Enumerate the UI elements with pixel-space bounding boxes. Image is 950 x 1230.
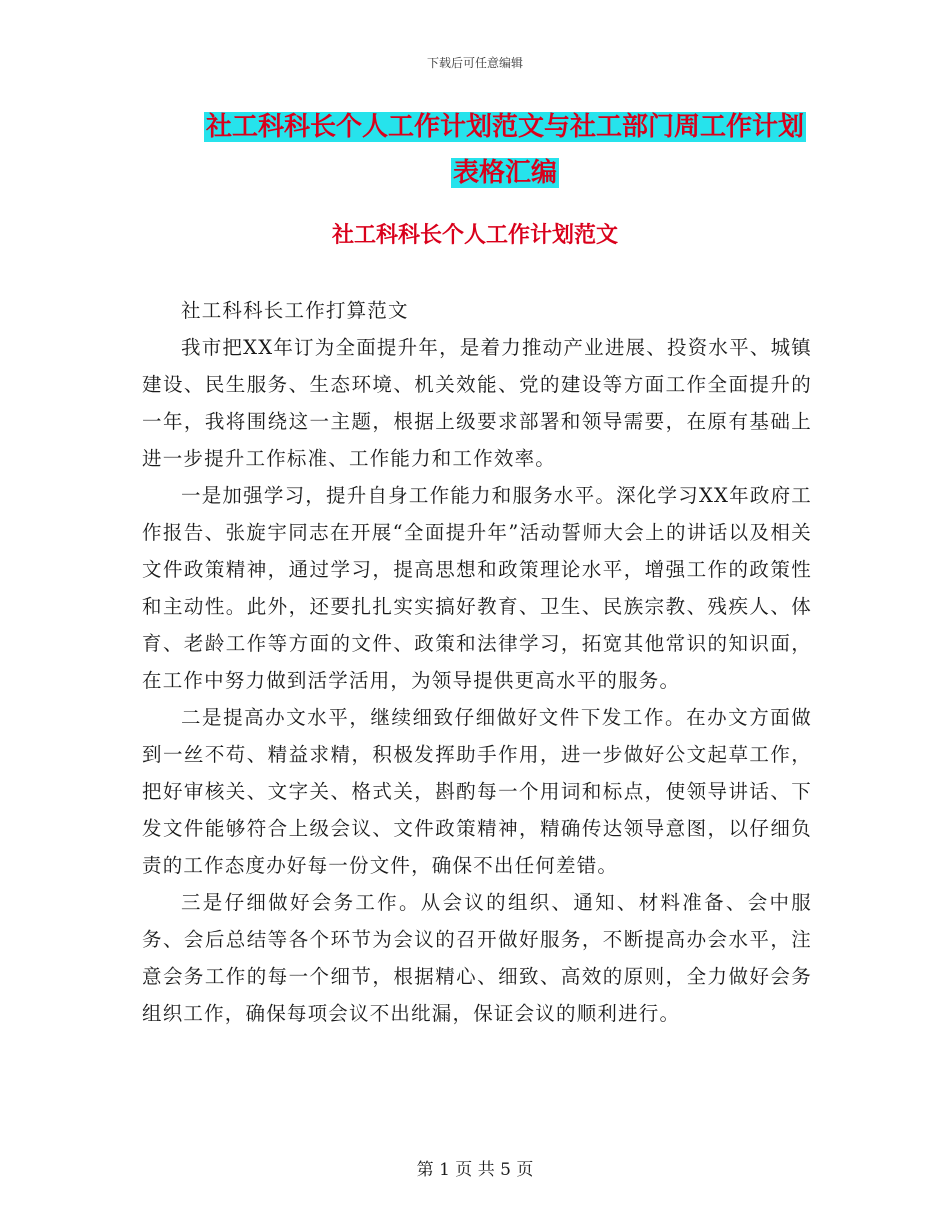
page-number: 第 1 页 共 5 页 [416,1160,534,1180]
section-heading: 社工科科长个人工作计划范文 [331,223,618,248]
paragraph: 三是仔细做好会务工作。从会议的组织、通知、材料准备、会中服务、会后总结等各个环节为会议的召开做好服务，不断提高办会水平，注意会务工作的每一个细节，根据精心、细致、高效的原则，全力做好会务组织工作，确保每项会议不出纰漏，保证会议的顺利进行。 [142,891,812,1025]
title-line-1: 社工科科长个人工作计划范文与社工部门周工作计划 [205,112,804,142]
paragraph: 一是加强学习，提升自身工作能力和服务水平。深化学习XX年政府工作报告、张旋宇同志在开展“全面提升年”活动誓师大会上的讲话以及相关文件政策精神，通过学习，提高思想和政策理论水平，增强工作的政策性和主动性。此外，还要扎扎实实搞好教育、卫生、民族宗教、残疾人、体育、老龄工作等方面的文件、政策和法律学习，拓宽其他常识的知识面，在工作中努力做到活学活用，为领导提供更高水平的服务。 [142,484,812,692]
paragraph: 二是提高办文水平，继续细致仔细做好文件下发工作。在办文方面做到一丝不苟、精益求精，积极发挥助手作用，进一步做好公文起草工作，把好审核关、文字关、格式关，斟酌每一个用词和标点，使领导讲话、下发文件能够符合上级会议、文件政策精神，精确传达领导意图，以仔细负责的工作态度办好每一份文件，确保不出任何差错。 [142,706,812,877]
header-note: 下载后可任意编辑 [426,56,523,70]
body-text [142,292,812,1032]
paragraph-subtitle: 社工科科长工作打算范文 [181,299,409,322]
document-title [150,104,860,196]
paragraph: 我市把XX年订为全面提升年，是着力推动产业进展、投资水平、城镇建设、民生服务、生态环境、机关效能、党的建设等方面工作全面提升的一年，我将围绕这一主题，根据上级要求部署和领导需要，在原有基础上进一步提升工作标准、工作能力和工作效率。 [142,336,812,470]
title-line-2: 表格汇编 [452,158,557,188]
